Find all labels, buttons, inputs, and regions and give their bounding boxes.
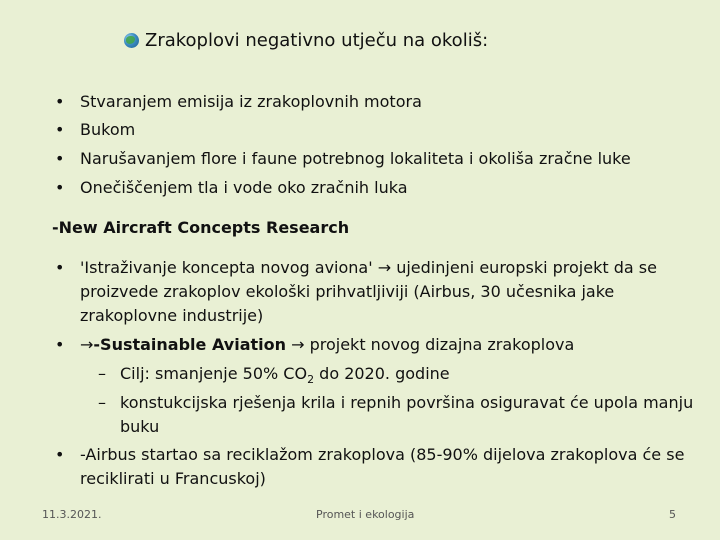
list-item: -Airbus startao sa reciklažom zrakoplova (85-90% dijelova zrakoplova će se reciklirati u Francuskoj) — [80, 445, 685, 488]
section-heading: -New Aircraft Concepts Research — [52, 218, 350, 237]
list-item — [80, 333, 700, 357]
bullet-1-text-after: ujedinjeni europski projekt da se proizvede zrakoplov ekološki prihvatljiviji (Airbus, 30 učesnika jake zrakoplovne industrije) — [80, 258, 657, 325]
sub-bullet-1-text: Cilj: smanjenje 50% CO — [120, 364, 308, 383]
footer-date: 11.3.2021. — [42, 508, 102, 521]
subscript: 2 — [307, 373, 315, 387]
list-item: Bukom — [80, 120, 136, 139]
page-number: 5 — [669, 508, 676, 521]
slide-title — [124, 30, 488, 51]
bullet-2-bold: -Sustainable Aviation — [93, 335, 286, 354]
bullet-1-text-before: 'Istraživanje koncepta novog aviona' — [80, 258, 373, 277]
list-item: Narušavanjem flore i faune potrebnog lokaliteta i okoliša zračne luke — [80, 149, 631, 168]
bullet-dot-icon: • — [55, 178, 65, 197]
bullet-dot-icon: • — [55, 120, 65, 139]
arrow-right-icon: → — [80, 335, 94, 354]
bullet-dot-icon: • — [55, 92, 65, 111]
title-text: Zrakoplovi negativno utječu na okoliš: — [145, 30, 489, 51]
bullet-dot-icon: • — [55, 258, 65, 277]
bullet-dot-icon: • — [55, 335, 65, 354]
sub-bullet-1-text-after: do 2020. godine — [314, 364, 450, 383]
list-item — [80, 256, 700, 328]
list-item: Onečiščenjem tla i vode oko zračnih luka — [80, 178, 408, 197]
bullet-2-text-after: projekt novog dizajna zrakoplova — [304, 335, 575, 354]
dash-icon: – — [98, 364, 106, 383]
arrow-right-icon: → — [291, 335, 305, 354]
list-item: Stvaranjem emisija iz zrakoplovnih motora — [80, 92, 422, 111]
footer-title: Promet i ekologija — [316, 508, 415, 521]
sub-list-item — [120, 362, 720, 392]
arrow-right-icon: → — [377, 258, 392, 277]
dash-icon: – — [98, 393, 106, 412]
sub-list-item: konstukcijska rješenja krila i repnih površina osiguravat će upola manju buku — [120, 393, 694, 436]
bullet-dot-icon: • — [55, 149, 65, 168]
bullet-dot-icon: • — [55, 445, 65, 464]
globe-icon — [124, 33, 139, 48]
